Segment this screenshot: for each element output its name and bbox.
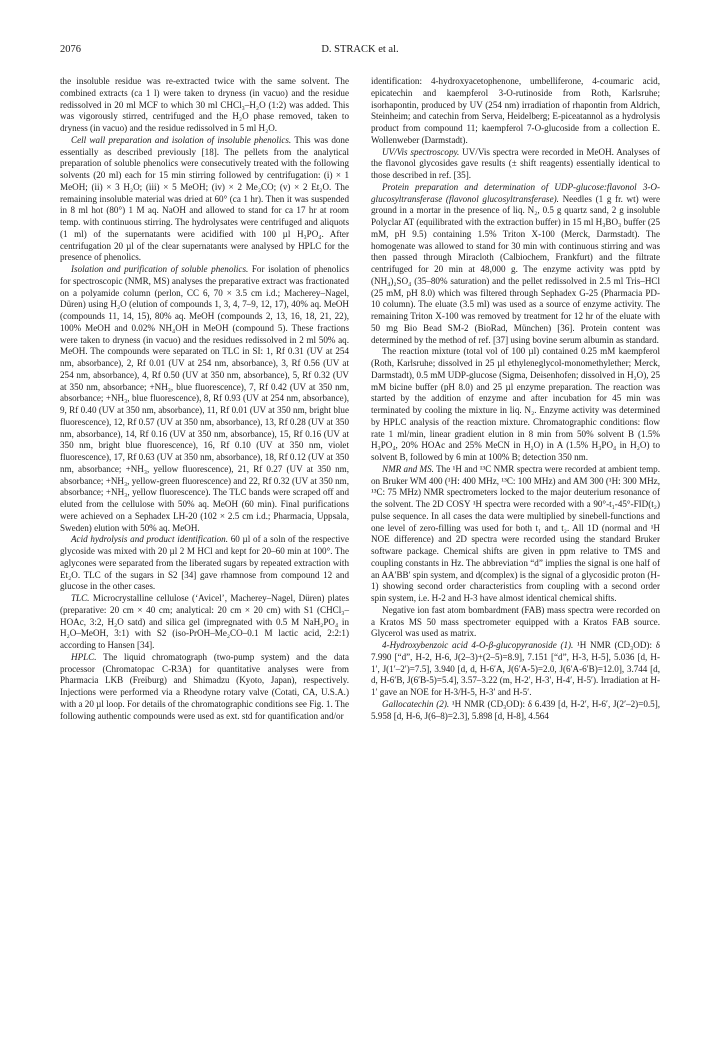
section-heading: Gallocatechin (2). <box>382 698 450 709</box>
paragraph <box>371 699 660 723</box>
paragraph <box>371 182 660 347</box>
paragraph-body: the insoluble residue was re-extracted twice with the same solvent. The combined extracts (ca 1 l) were taken to dryness (in vacuo) and the residue redissolved in 20 ml MCF to which 30 ml CHCl₃–H₂O (1:2) was added. This was vigorously stirred, centrifuged and the H₂O phase removed, taken to dryness (in vacuo) and the residue redissolved in 5 ml H₂O. <box>60 76 349 133</box>
paragraph <box>60 264 349 534</box>
paragraph-body: ¹H NMR (CD₃OD): δ 6.439 [d, H-2′, H-6′, J(2′–2)=0.5], 5.958 [d, H-6, J(6–8)=2.3], 5.898 [d, H-8], 4.564 <box>371 698 661 721</box>
paragraph-body: identification: 4-hydroxyacetophenone, umbelliferone, 4-coumaric acid, epicatechin and kaempferol 3-O-rutinoside from Roth, Karlsruhe; isorhapontin, produced by UV (254 nm) irradiation of rhapontin from Aldrich, Steinheim; and catechin from Serva, Heidelberg; E-piceatannol as a hydrolysis product from compound 11; kaempferol 7-O-glucoside from a collection E. Wollenweber (Darmstadt). <box>371 76 660 145</box>
page-header <box>60 44 660 60</box>
paragraph-body: 60 µl of a soln of the respective glycoside was mixed with 20 µl 2 M HCl and kept for 20–60 min at 100°. The aglycones were separated from the liberated sugars by repeated extraction with Et₂O. TLC of the sugars in S2 [34] gave rhamnose from compound 12 and glucose in the other cases. <box>60 534 349 592</box>
paragraph-body: The liquid chromatograph (two-pump system) and the data processor (Chromatopac C-R3A) for quantitative analyses were from Pharmacia LKB (Freiburg) and Shimadzu (Kyoto, Japan), respectively. Injections were performed via a Rheodyne rotary valve (Cotati, CA, U.S.A.) with a 20 µl loop. For details of the chromatographic conditions see Fig. 1. The following authentic compounds were used as ext. std for quantification and/or <box>60 651 349 721</box>
paragraph <box>60 76 349 135</box>
left-column <box>60 76 349 722</box>
section-heading: Isolation and purification of soluble phenolics. <box>71 264 249 274</box>
section-heading: 4-Hydroxybenzoic acid 4-O-β-glucopyranoside (1). <box>382 640 574 650</box>
section-heading: Protein preparation and determination of UDP-glucose:flavonol 3-O-glucosyltransferase (flavonol glucosyltransferase). <box>371 181 660 204</box>
paragraph <box>371 346 660 464</box>
section-heading: Cell wall preparation and isolation of insoluble phenolics. <box>71 134 292 145</box>
paragraph <box>60 652 349 723</box>
paragraph <box>371 464 660 605</box>
section-heading: HPLC. <box>71 651 97 662</box>
section-heading: Acid hydrolysis and product identification. <box>71 534 228 545</box>
paragraph-body: Needles (1 g fr. wt) were ground in a mortar in the presence of liq. N₂, 0.5 g quartz sand, 2 g insoluble Polyclar AT (equilibrated with the extraction buffer) in 15 ml H₃BO₃ buffer (25 mM, pH 9.5) containing 1.5% Triton X-100 (Merck, Darmstadt). The homogenate was allowed to stand for 30 min with continuous stirring and was then passed through Miracloth (Calbiochem, Frankfurt) and the filtrate centrifuged for 20 min at 48,000 g. The enzyme activity was pptd by (NH₄)₂SO₄ (35–80% saturation) and the pellet redissolved in 2.5 ml Tris–HCl (25 mM, pH 8.0) which was filtered through Sephadex G-25 (Pharmacia PD-10 column). The eluate (3.5 ml) was used as a source of enzyme activity. The remaining Triton X-100 was removed by treatment for 12 hr of the eluate with 50 mg Bio Bead SM-2 (BioRad, München) [36]. Protein content was determined by the method of ref. [37] using bovine serum albumin as standard. <box>371 193 660 345</box>
section-heading: UV/Vis spectroscopy. <box>382 146 460 157</box>
paragraph-body: This was done essentially as described previously [18]. The pellets from the analytical preparation of soluble phenolics were consecutively treated with the following solvents (20 ml) each for 15 min stirring followed by centrifugation: (i) × 1 MeOH; (ii) × 3 H₂O; (iii) × 5 MeOH; (iv) × 2 Me₂CO; (v) × 2 Et₂O. The remaining insoluble material was dried at 60° (ca 1 hr). Then it was suspended in 8 ml hot (80°) 1 M aq. NaOH and allowed to stand for ca 17 hr at room temp. with continuous stirring. The hydrolysates were centrifuged and aliquots (1 ml) of the supernatants were acidified with 100 µl H₃PO₄. After centrifugation 20 µl of the clear supernatants were analysed by HPLC for the presence of phenolics. <box>60 134 349 263</box>
paragraph-body: Negative ion fast atom bombardment (FAB) mass spectra were recorded on a Kratos MS 50 mass spectrometer equipped with a Kratos FAB source. Glycerol was used as matrix. <box>371 604 660 639</box>
paragraph-body: The ¹H and ¹³C NMR spectra were recorded at ambient temp. on Bruker WM 400 (¹H: 400 MHz, ¹³C: 100 MHz) and AM 300 (¹H: 300 MHz, ¹³C: 75 MHz) NMR spectrometers locked to the major deuterium resonance of the solvent. The 2D COSY ¹H spectra were recorded with a 90°-t₁-45°-FID(t₂) pulse sequence. In all cases the data were multiplied by sinebell-functions and one level of zero-filling was used for both t₁ and t₂. All 1D (normal and ¹H NOE difference) and 2D spectra were recorded using the standard Bruker software package. Chemical shifts are given in ppm relative to TMS and coupling constants in Hz. The abbreviation “d” implies the signal is one half of an AA′BB′ spin system, and d(complex) is the signal of a glycosidic proton (H-1) showing second order characteristics from coupling with a second order spin system, i.e. H-2 and H-3 have almost identical chemical shifts. <box>371 463 660 603</box>
paragraph <box>371 76 660 147</box>
paragraph-body: UV/Vis spectra were recorded in MeOH. Analyses of the flavonol glycosides gave results (± shift reagents) essentially identical to those described in ref. [35]. <box>371 146 660 180</box>
paragraph-body: For isolation of phenolics for spectroscopic (NMR, MS) analyses the preparative extract was fractionated on a polyamide column (perlon, CC 6, 70 × 3.5 cm i.d.; Macherey–Nagel, Düren) using H₂O (elution of compounds 1, 3, 4, 7–9, 12, 17), 40% aq. MeOH (compounds 11, 14, 15), 80% aq. MeOH (compounds 2, 13, 16, 18, 21, 22), 100% MeOH and 0.02% NH₄OH in MeOH (compound 5). These fractions were taken to dryness (in vacuo) and the residues redissolved in 2 ml 50% aq. MeOH. The compounds were separated on TLC in SI: 1, Rf 0.31 (UV at 254 nm, absorbance), 2, Rf 0.01 (UV at 254 nm, absorbance), 3, Rf 0.56 (UV at 254 nm, absorbance), 4, Rf 0.50 (UV at 350 nm, absorbance), 5, Rf 0.32 (UV at 350 nm, absorbance; +NH₃, blue fluorescence), 7, Rf 0.42 (UV at 350 nm, absorbance; +NH₃, blue fluorescence), 8, Rf 0.93 (UV at 254 nm, absorbance), 9, Rf 0.40 (UV at 350 nm, absorbance), 11, Rf 0.01 (UV at 350 nm, bright blue fluorescence), 12, Rf 0.57 (UV at 350 nm, absorbance), 13, Rf 0.28 (UV at 350 nm, absorbance), 14, Rf 0.16 (UV at 350 nm, absorbance), 15, Rf 0.16 (UV at 350 nm, bright blue fluorescence), 16, Rf 0.10 (UV at 350 nm, violet fluorescence), 17, Rf 0.63 (UV at 350 nm, absorbance), 18, Rf 0.12 (UV at 350 nm, absorbance; +NH₃, yellow fluorescence), 21, Rf 0.27 (UV at 350 nm, absorbance; +NH₃, yellow-green fluorescence) and 22, Rf 0.32 (UV at 350 nm, absorbance; +NH₃, yellow fluorescence). The TLC bands were scraped off and eluted from the cellulose with 50% aq. MeOH (60 min). Final purifications were achieved on a Sephadex LH-20 (102 × 2.5 cm i.d.; Pharmacia, Uppsala, Sweden) elution with 50% aq. MeOH. <box>60 264 349 533</box>
section-heading: NMR and MS. <box>382 463 434 474</box>
running-head: D. STRACK et al. <box>321 44 399 55</box>
paragraph <box>60 534 349 593</box>
right-column <box>371 76 660 722</box>
paragraph-body: ¹H NMR (CD₃OD): δ 7.990 [“d”, H-2, H-6, J(2–3)+(2–5)=8.9], 7.151 [“d”, H-3, H-5], 5.036 [d, H-1′, J(1′–2′)=7.5], 3.940 [d, d, H-6′A, J(6′A-5)=2.0, J(6′A-6′B)=12.0], 3.744 [d, d, H-6′B, J(6′B-5)=5.4], 3.57–3.22 (m, H-2′, H-3′, H-4′, H-5′). Irradiation at H-1′ gave an NOE for H-3/H-5, H-3′ and H-5′. <box>371 640 660 697</box>
page-number: 2076 <box>60 44 81 55</box>
paragraph-body: Microcrystalline cellulose (‘Avicel’, Macherey–Nagel, Düren) plates (preparative: 20 cm × 40 cm; analytical: 20 cm × 20 cm) with S1 (CHCl₃–HOAc, 3:2, H₂O satd) and silica gel (impregnated with 0.5 M NaH₂PO₄ in H₂O–MeOH, 3:1) with S2 (iso-PrOH–Me₂CO–0.1 M lactic acid, 2:2:1) according to Hansen [34]. <box>60 593 349 650</box>
section-heading: TLC. <box>71 593 90 603</box>
paragraph <box>60 593 349 652</box>
paragraph <box>371 605 660 640</box>
paragraph <box>371 147 660 182</box>
paragraph <box>371 640 660 699</box>
paragraph-body: The reaction mixture (total vol of 100 µl) contained 0.25 mM kaempferol (Roth, Karlsruhe; dissolved in 25 µl ethyleneglycol-monomethylether; Merck, Darmstadt), 0.5 mM UDP-glucose (Sigma, Deisenhofen; dissolved in H₂O), 25 mM bicine buffer (pH 8.0) and 25 µl enzyme preparation. The reaction was started by the addition of enzyme and after incubation for 45 min was terminated by cooling the mixture in liq. N₂. Enzyme activity was determined by HPLC analysis of the reaction mixture. Chromatographic conditions: flow rate 1 ml/min, linear gradient elution in 8 min from 50% solvent B (1.5% H₃PO₄, 20% HOAc and 25% MeCN in H₂O) in A (1.5% H₃PO₄ in H₂O) to solvent B, followed by 6 min at 100% B; detection 350 nm. <box>371 346 660 462</box>
paragraph <box>60 135 349 264</box>
